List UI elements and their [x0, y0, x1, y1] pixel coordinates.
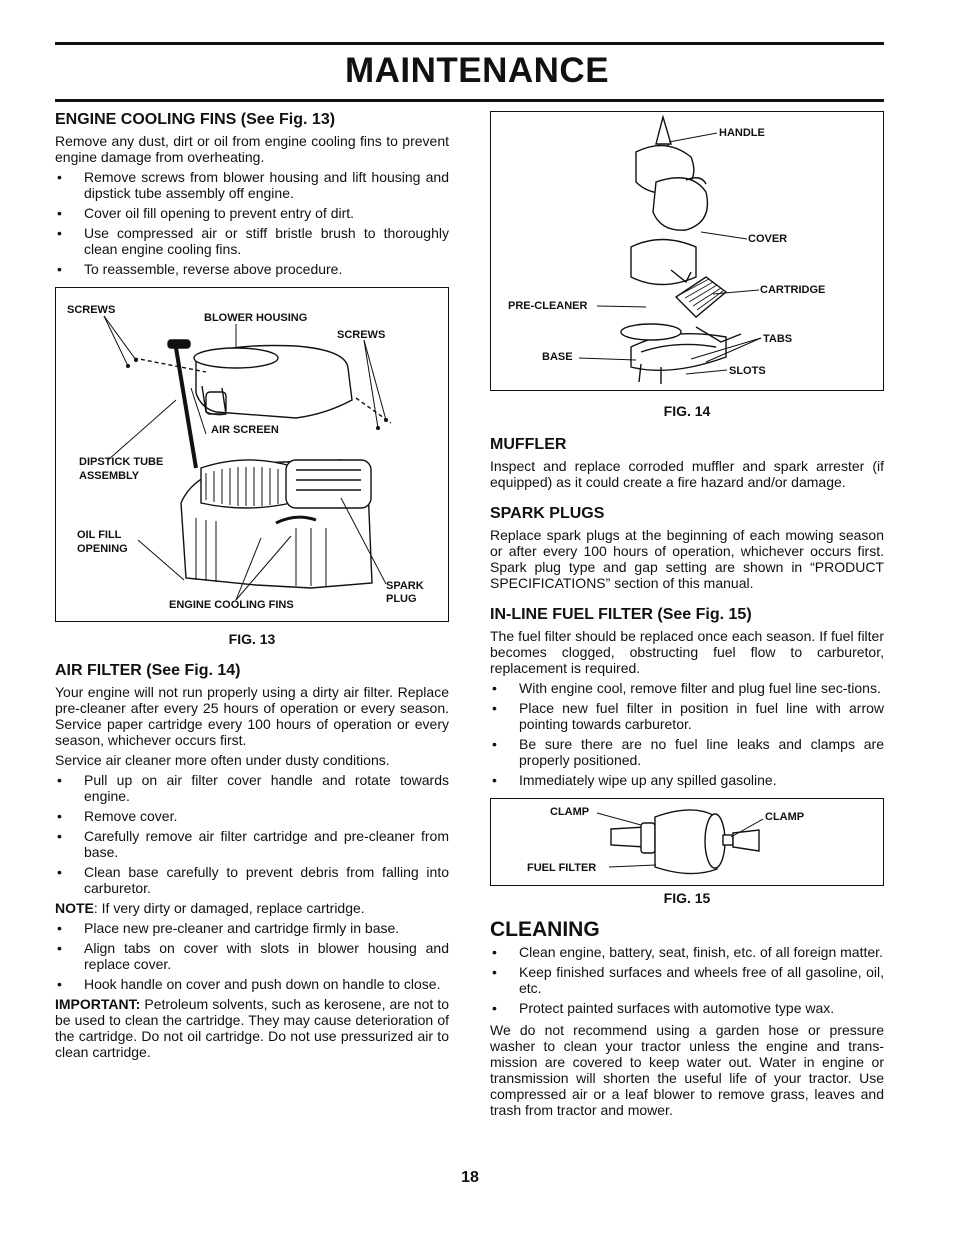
list-item: • To reassemble, reverse above procedure. — [55, 261, 449, 277]
left-column — [55, 110, 449, 1064]
list-item: • Hook handle on cover and push down on handle to close. — [55, 976, 449, 992]
label-clamp-right: CLAMP — [765, 811, 805, 823]
muffler-text: Inspect and replace corroded muffler and spark arrester (if equipped) as it could create a fire hazard and/or damage. — [490, 458, 884, 490]
list-item: • Clean base carefully to prevent debris from falling into carburetor. — [55, 864, 449, 896]
label-slots: SLOTS — [729, 365, 766, 377]
figure-14-caption: FIG. 14 — [663, 403, 711, 419]
spark-plugs-text: Replace spark plugs at the beginning of each mowing season or after every 100 hours of operation, whichever occurs first. Spark plug type and gap setting are shown in “PRODUCT SPECIFICATIONS” section of this manual. — [490, 527, 884, 591]
cleaning-heading: CLEANING — [490, 918, 600, 941]
important-label: IMPORTANT: — [55, 996, 141, 1012]
list-item: • Keep finished surfaces and wheels free of all gasoline, oil, etc. — [490, 964, 884, 996]
list-item: • Align tabs on cover with slots in blower housing and replace cover. — [55, 940, 449, 972]
figure-13-engine — [55, 287, 449, 622]
label-oil-fill-2: OPENING — [77, 543, 128, 555]
label-dipstick-1: DIPSTICK TUBE — [79, 456, 164, 468]
air-filter-important — [55, 996, 449, 1060]
list-item: • Protect painted surfaces with automotive type wax. — [490, 1000, 884, 1016]
note-text: : If very dirty or damaged, replace cartridge. — [93, 900, 365, 916]
label-oil-fill-1: OIL FILL — [77, 529, 122, 541]
list-item: • Pull up on air filter cover handle and rotate towards engine. — [55, 772, 449, 804]
fuel-filter-text: The fuel filter should be replaced once each season. If fuel filter becomes clogged, obstructing fuel flow to carburetor, replacement is required. — [490, 628, 884, 676]
important-text: Petroleum solvents, such as kerosene, are not to be used to clean the cartridge. They may cause deterioration of the cartridge. Do not oil cartridge. Do not use pressurized air to clean cartridge. — [55, 996, 449, 1060]
label-spark-2: PLUG — [386, 593, 417, 605]
figure-14-air-cleaner — [490, 111, 884, 391]
label-handle: HANDLE — [719, 127, 765, 139]
label-screws-right: SCREWS — [337, 329, 386, 341]
cooling-fins-heading: ENGINE COOLING FINS (See Fig. 13) — [55, 111, 336, 128]
air-cleaner-illustration — [491, 112, 885, 392]
list-item: • Carefully remove air filter cartridge and pre-cleaner from base. — [55, 828, 449, 860]
header-rule-bottom — [55, 99, 884, 102]
air-filter-steps-2 — [55, 920, 449, 992]
fuel-filter-heading: IN-LINE FUEL FILTER (See Fig. 15) — [490, 606, 752, 623]
air-filter-heading: AIR FILTER (See Fig. 14) — [55, 662, 241, 679]
label-cartridge: CARTRIDGE — [760, 284, 826, 296]
right-column — [490, 110, 884, 1122]
page-title: MAINTENANCE — [344, 51, 610, 90]
muffler-heading: MUFFLER — [490, 436, 567, 453]
list-item: • Place new pre-cleaner and cartridge firmly in base. — [55, 920, 449, 936]
note-label: NOTE — [55, 900, 94, 916]
label-cover: COVER — [748, 233, 788, 245]
list-item: • Use compressed air or stiff bristle brush to thoroughly clean engine cooling fins. — [55, 225, 449, 257]
list-item: • Be sure there are no fuel line leaks and clamps are properly positioned. — [490, 736, 884, 768]
list-item: • Place new fuel filter in position in fuel line with arrow pointing towards carburetor. — [490, 700, 884, 732]
label-blower-housing: BLOWER HOUSING — [204, 312, 308, 324]
label-clamp-left: CLAMP — [550, 806, 590, 818]
cleaning-text: We do not recommend using a garden hose or pressure washer to clean your tractor unless the engine and trans-mission are covered to keep water out. Water in engine or transmission will shorten the useful life of your tractor. Use compressed air or a leaf blower to remove grass, leaves and trash from tractor and mower. — [490, 1022, 884, 1118]
air-filter-note — [55, 900, 449, 916]
cleaning-steps — [490, 944, 884, 1016]
figure-13-caption: FIG. 13 — [228, 631, 276, 647]
list-item: • Cover oil fill opening to prevent entry of dirt. — [55, 205, 449, 221]
page-number: 18 — [461, 1169, 479, 1186]
air-filter-p2: Service air cleaner more often under dusty conditions. — [55, 752, 390, 768]
air-filter-steps-1 — [55, 772, 449, 896]
air-filter-p1: Your engine will not run properly using a dirty air filter. Replace pre-cleaner after every 25 hours of operation or every season. Service paper cartridge every 100 hours of operation or every season, whichever occurs first. — [55, 684, 449, 748]
list-item: • Immediately wipe up any spilled gasoline. — [490, 772, 884, 788]
label-spark-1: SPARK — [386, 580, 424, 592]
cooling-fins-intro: Remove any dust, dirt or oil from engine cooling fins to prevent engine damage from overheating. — [55, 133, 449, 165]
list-item: • Remove screws from blower housing and lift housing and dipstick tube assembly off engine. — [55, 169, 449, 201]
figure-15-fuel-filter — [490, 798, 884, 886]
label-tabs: TABS — [763, 333, 793, 345]
label-cooling-fins: ENGINE COOLING FINS — [169, 599, 294, 611]
label-fuel-filter: FUEL FILTER — [527, 862, 597, 874]
label-air-screen: AIR SCREEN — [211, 424, 279, 436]
figure-15-caption: FIG. 15 — [663, 890, 711, 906]
list-item: • Clean engine, battery, seat, finish, etc. of all foreign matter. — [490, 944, 884, 960]
spark-plugs-heading: SPARK PLUGS — [490, 505, 605, 522]
label-base: BASE — [542, 351, 573, 363]
label-dipstick-2: ASSEMBLY — [79, 470, 140, 482]
label-pre-cleaner: PRE-CLEANER — [508, 300, 588, 312]
fuel-filter-steps — [490, 680, 884, 788]
cooling-fins-steps — [55, 169, 449, 277]
header-rule-top — [55, 42, 884, 45]
list-item: • With engine cool, remove filter and plug fuel line sec-tions. — [490, 680, 884, 696]
list-item: • Remove cover. — [55, 808, 449, 824]
label-screws-left: SCREWS — [67, 304, 116, 316]
